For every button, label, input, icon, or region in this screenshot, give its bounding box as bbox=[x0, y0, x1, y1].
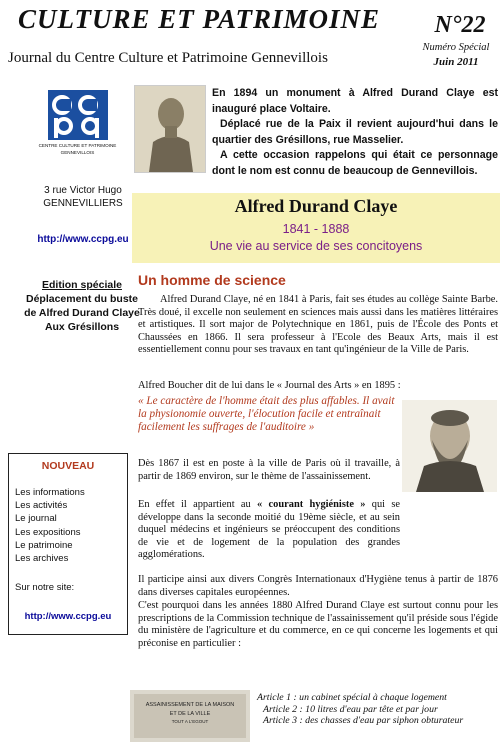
regulation-article-1: Article 1 : un cabinet spécial à chaque logement bbox=[257, 692, 447, 703]
regulation-article-3: Article 3 : des chasses d'eau par siphon obturateur bbox=[263, 715, 464, 726]
regulation-article-2: Article 2 : 10 litres d'eau par tête et par jour bbox=[263, 703, 438, 715]
section-title: Un homme de science bbox=[138, 272, 286, 288]
headline-years: 1841 - 1888 bbox=[282, 222, 350, 236]
news-item: Le journal bbox=[15, 513, 57, 525]
edition-line3: Aux Grésillons bbox=[44, 321, 120, 333]
journal-subtitle: Journal du Centre Culture et Patrimoine Gennevillois bbox=[8, 50, 328, 66]
article-p2: Alfred Boucher dit de lui dans le « Journal des Arts » en 1895 : bbox=[138, 380, 401, 391]
portrait-drawing bbox=[402, 400, 497, 492]
address-line1: 3 rue Victor Hugo bbox=[44, 185, 122, 196]
monument-photo bbox=[130, 690, 250, 742]
issue-date: Juin 2011 bbox=[433, 56, 479, 68]
issue-number: N°22 bbox=[434, 12, 486, 38]
website-link[interactable]: http://www.ccpg.eu bbox=[37, 234, 129, 245]
news-item: Les archives bbox=[15, 553, 69, 565]
special-edition-label: Numéro Spécial bbox=[422, 42, 490, 53]
regulations-list bbox=[257, 692, 497, 727]
edition-line2: de Alfred Durand Claye bbox=[24, 307, 140, 319]
monument-text-line2: ET DE LA VILLE bbox=[169, 711, 211, 717]
news-website-link[interactable]: http://www.ccpg.eu bbox=[24, 611, 112, 622]
news-item: Les informations bbox=[15, 487, 85, 498]
article-quote: « Le caractère de l'homme était des plus affables. Il avait la physionomie ouverte, l'élocution facile et entraînait facilement les suffrages de l'auditoire » bbox=[138, 395, 395, 434]
article-p4 bbox=[138, 499, 400, 562]
article-p4-bold: « courant hygiéniste » bbox=[257, 499, 366, 510]
news-title: NOUVEAU bbox=[41, 460, 95, 472]
news-list bbox=[15, 486, 85, 565]
intro-p1: En 1894 un monument à Alfred Durand Claye est inauguré place Voltaire. bbox=[212, 87, 498, 115]
article-p4-rest: qui se développe dans la seconde moitié du 19ème siècle, et au sein duquel médecins et ingénieurs se préoccupent des conditions de vie et de logement de la population des grandes agglomérations. bbox=[138, 499, 401, 561]
news-item: Les expositions bbox=[15, 526, 81, 538]
article-p6: C'est pourquoi dans les années 1880 Alfred Durand Claye est surtout connu pour les prescriptions de la Commission technique de l'assainissement qu'il préside sous l'égide du ministère de l'agriculture et du commerce, en ce qui concerne les logements et qui préconise en particulier : bbox=[138, 600, 498, 649]
news-item: Le patrimoine bbox=[15, 539, 73, 551]
headline-tagline: Une vie au service de ses concitoyens bbox=[209, 239, 423, 253]
intro-p2: Déplacé rue de la Paix il revient aujourd'hui dans le quartier des Grésillons, rue Masselier. bbox=[212, 118, 498, 146]
intro-p3: A cette occasion rappelons qui était ce personnage dont le nom est connu de beaucoup de Gennevillois. bbox=[212, 149, 498, 177]
journal-title: CULTURE ET PATRIMOINE bbox=[18, 4, 381, 34]
news-box bbox=[8, 453, 128, 635]
address-line2: GENNEVILLIERS bbox=[43, 198, 123, 209]
intro-text bbox=[212, 86, 498, 180]
logo-text-line1: CENTRE CULTURE ET PATRIMOINE bbox=[38, 143, 117, 148]
logo-text-line2: GENNEVILLOIS bbox=[60, 150, 95, 155]
edition-title: Edition spéciale bbox=[42, 279, 122, 291]
monument-text-line3: TOUT A L'EGOUT bbox=[171, 719, 209, 724]
news-site-label: Sur notre site: bbox=[15, 582, 75, 593]
monument-text-line1: ASSAINISSEMENT DE LA MAISON bbox=[145, 702, 235, 708]
headline-name: Alfred Durand Claye bbox=[234, 196, 398, 216]
article-p4-lead: En effet il appartient au bbox=[138, 499, 258, 510]
edition-line1: Déplacement du buste bbox=[25, 293, 139, 305]
article-p1: Alfred Durand Claye, né en 1841 à Paris, fait ses études au collège Sainte Barbe. Très doué, il excelle non seulement en sciences mais aussi dans les matières littéraires et artistiques. Il sort major de Polytechnique en 1861, puis de l'École des Ponts et Chaussées en 1866. Il sera professeur à l'Ecole des Beaux Arts, mais il est essentiellement connu pour ses travaux en tant qu'ingénieur de la Ville de Paris. bbox=[138, 294, 498, 356]
bust-photo bbox=[134, 85, 206, 173]
ccpg-logo bbox=[40, 88, 115, 158]
news-item: Les activités bbox=[15, 500, 68, 512]
article-p3: Dès 1867 il est en poste à la ville de Paris où il travaille, à partir de 1869 environ, sur le thème de l'assainissement. bbox=[138, 458, 400, 482]
article-p5: Il participe ainsi aux divers Congrès Internationaux d'Hygiène tenus à partir de 1876 dans diverses capitales européennes. bbox=[138, 574, 498, 598]
